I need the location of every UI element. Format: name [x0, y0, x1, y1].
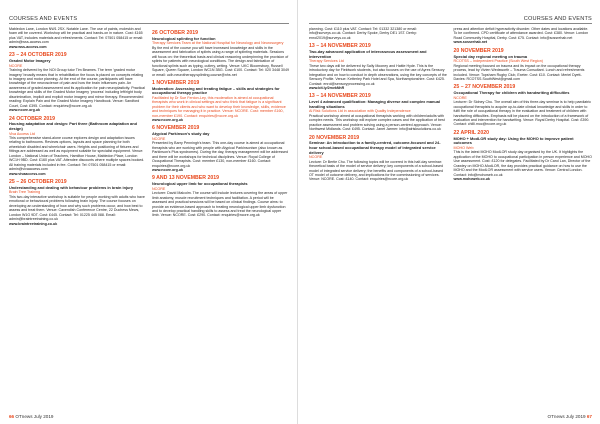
- listing-date: 25 – 26 OCTOBER 2019: [9, 179, 67, 186]
- listing-text: Regional meeting focused on trauma and its impact on the occupational therapy process, lead by Vivien Wedsworth – Trauma Consultant. Lunch and refreshments included. Venue: Topsham Rugby Club, Exeter. Cost: £10. Contact: Meriel Dyett-Davies: RCOTSS.SouthWest@gmail.com: [453, 63, 585, 81]
- listing-link[interactable]: www.vivaaccess.com: [9, 171, 46, 176]
- column: [454, 27, 593, 417]
- listing-link[interactable]: www.bit.ly/2mvkNhR: [309, 86, 345, 91]
- listing-org: NCORE: [453, 95, 467, 100]
- listing-org: Viva Access Ltd: [9, 131, 35, 136]
- listing-text: Lecturer: David Malcolm. The course will include lectures covering the areas of upper limb anatomy, muscle recruitment techniques and facilitation. A period will be assessed and practical sessions will be based on clinical findings. Course aims: to provide an evidence-based approach to treating neurological upper limb dysfunction and to develop practical handling skills to assess and treat the neurological upper limb. Venue: NCORE. Cost: £290. Contact: enquiries@ncore.org.uk: [152, 191, 288, 218]
- listing-org: Al Risk Solutions Ltd in association with Quality Independence: [309, 109, 411, 114]
- listing-link[interactable]: www.wss-access.com: [9, 44, 47, 49]
- listing-date: 25 – 27 NOVEMBER 2019: [453, 84, 516, 91]
- right-page: [302, 0, 600, 424]
- listing-text: Presented by Barry Penningh's team. This one-day course is aimed at occupational therapists who are working with people with Atypical Parkinsonism (also known as Parkinson's Plus syndromes). During the day, therapy management will be addressed and there will be workshops for technical disciplines. Venue: Royal College of Occupational Therapists. Cost: member £130, non-member £160. Contact: enquiries@ncore.org.uk: [152, 141, 289, 168]
- left-page: [0, 0, 298, 424]
- listing-text: This comprehensive stand-alone course explores design and adaptation issues relating to bathrooms. Reviews options, layouts and space planning for both wheelchair disabled and wheelchair users. Heights and positioning of fixtures and fittings are addressed as well as equipment suitable for specialist equipment. Venue: London – National Union of Teachers, Hamilton House, Mabledon Place, London WC1H 9BD. Cost: £160 plus VAT. Attendee discounts where multiple spaces booked. All training materials included in fee. Contact: Tel: 07501 058415 or email: admin@vivaaccess.com: [9, 135, 145, 172]
- column: [9, 27, 146, 417]
- listing-text: Lecturer: Dr Sidney Chu. The overall aim of this three-day seminar is to help paediatric occupational therapists to acquire up-to-date clinical knowledge and skills in order to fulfil the role of occupational therapy in the evaluation and treatment of children with handwriting difficulties. Emphasis will be placed on the introduction of a framework of evaluation and intervention for handwriting. Venue: Royal Derby Hospital. Cost: £390. Contact: chilli.moc@ncore.org.uk: [453, 100, 592, 127]
- listing-text: These two days will be delivered by Sally Mooney and Hattie Hyde. This is the introductory day for Fieldwork students, but also focuses on the use of Ayres Sensory Integration and on how to conduct in depth observations, using the key concepts of the Sensory Profile. Venue: Ketterley Park Hotel and Spa, Northamptonshire. Cost: £425. Contact: enrol@sensoryprocessing.co.uk: [309, 63, 447, 86]
- column: [309, 27, 448, 417]
- listing-title: Seminar: An introduction to a family-centred, outcome-focused and 24-hour school-based occupational therapy model of integrated service delivery: [309, 140, 441, 155]
- listing-text: Lecture: Dr Bertie Chu. The following topics will be covered in this half-day seminar: theoretical basis of the model of service delivery; key components of a school-based model of integrated service delivery; the benefits and components of a school-based OT model of outcome delivery, and implications for the commissioning of services. Venue: NCORE. Cost: £140. Contact: enquiries@ncore.org.uk: [309, 159, 444, 182]
- listing-date: 9 AND 13 NOVEMBER 2019: [152, 175, 219, 182]
- listing-title: Understanding and dealing with behaviour problems in brain injury: [9, 184, 134, 190]
- listing-link[interactable]: www.ncore.org.uk: [9, 108, 41, 113]
- listing-link[interactable]: www.mohoweb.co.uk: [453, 177, 490, 182]
- listing-title: Neurological upper limb for occupational therapists: [152, 181, 248, 187]
- listing-text: planning. Cost: £110 plus VAT. Contact: Tel: 01332 321380 or email: info@surveys.co.uk. Contact: Derby Spoke, Derby DE1 1ST. Derby: enrol2019@surveys.co.uk: [309, 27, 418, 40]
- publication-name: OTnews July 2019: [547, 414, 586, 419]
- listing-org: Facilitated by Dr Sue Fenton-Ley, this moderation is aimed at occupational therapists who work in clinical settings and who think that fatigue is a significant problem for their clients and who want to develop their knowledge, skills, evidence and techniques for managing it in practice. Venue: NCORE. Cost: member £160, non-member £190. Contact: enquiries@ncore.org.uk: [152, 95, 286, 118]
- listing-title: Two-day advanced application of interosseous assessment and intervention: [309, 49, 427, 59]
- listing-date: 23 – 24 OCTOBER 2019: [9, 52, 67, 59]
- listing-title: Occupational Therapy for children with handwriting difficulties: [453, 90, 570, 96]
- column: [152, 27, 289, 417]
- listing-text: Mabledon Lane, London NW1 2SX. Notable Lane. The use of paints, moleskin and foam will be covered. Workshop will be practical and hands-on in nature. Cost: £165 plus VAT, includes materials and refreshments. Contact: Tel: 07501 058415 or email: admin@wss-access.com: [9, 27, 144, 45]
- page-number: 67: [586, 414, 592, 419]
- listing-title: Atypical Parkinson's study day: [152, 131, 210, 137]
- running-head: COURSES AND EVENTS: [9, 16, 289, 24]
- page-footer: [548, 414, 592, 419]
- listing-org: NCORE: [152, 136, 166, 141]
- listing-date: 6 NOVEMBER 2019: [152, 125, 200, 132]
- listing-title: Special day regional meeting on trauma: [453, 53, 528, 59]
- listing-date: 22 APRIL 2020: [453, 129, 489, 136]
- listing-link[interactable]: www.braintreetraining.co.uk: [9, 221, 58, 226]
- listing-date: 26 OCTOBER 2019: [152, 30, 199, 36]
- listing-org: Therapy Services Ltd: [309, 59, 344, 64]
- listing-title: Graded Motor Imagery: [9, 58, 51, 64]
- listing-text: press and attention deficit hyperactivity disorder. Other dates and locations available. To be confirmed. CPD certificate of attendance awarded. Cost: £380. Venue: London Road Community Hospital, Derby. Cost: £75. Contact: info@sossrehab.net: [453, 27, 589, 40]
- listing-date: 1 NOVEMBER 2019: [152, 79, 200, 86]
- listing-title: Moderation: Assessing and treating fatigue – skills and strategies for occupational therapy practice: [152, 85, 280, 96]
- listing-text: By the end of the course you will have increased knowledge and skills in the assessment and fabrication of splints using a range of splinting materials. Sessions will focus on: the theoretical basis and clinical reasoning underpinning the provision of splints for patients with neurological conditions. The design and fabrication of functional splints such as typing, cutlery, writing. Venue: UKC Bloomsbury, Russell Square, Queen Square, London WC1N 3BG. Cost: £100. Contact: Tel: 020 3448 3049 or email: uclh.neurotherapy.splinting.course@nhs.net: [152, 45, 289, 77]
- left-columns: [9, 27, 289, 417]
- listing-org: Brain Tree Training: [9, 190, 41, 195]
- page-number: 66: [9, 414, 15, 419]
- listing-org: NCORE: [152, 186, 166, 191]
- listing-link[interactable]: www.sossrehab.net: [453, 40, 488, 45]
- listing-title: MOHO + ModLOR study day: Using the MOHO to improve patient outcomes: [453, 135, 574, 146]
- listing-org: NCORE: [309, 155, 323, 160]
- running-head: COURSES AND EVENTS: [309, 16, 592, 24]
- listing-date: 13 – 14 NOVEMBER 2019: [309, 43, 371, 50]
- listing-org: MOHO Web: [453, 145, 474, 150]
- listing-title: Housing adaptation and design: Part three (Bathroom adaptation and design): [9, 121, 137, 131]
- page-footer: [9, 414, 53, 419]
- listing-text: Training delivered by the NOI Group tutor Tim Beames. The term 'graded motor imagery' broadly means that in rehabilitation the focus is placed on concepts relating to imagery and motor planning. At the end of the course, participants will have knowledge of the neuroscience of pain and how the brain influences pain. An awareness of graded assessment and its application for pain neuroplasticity. Practical knowledge and skills of the Graded Motor Imagery 'process' including left/right body discrimination, implicit and explicit motor imagery and mirror therapy. Recommended reading: Explain Pain and the Graded Motor Imagery Handbook. Venue: Sandford Court, Cost: £395. Contact: enquiries@ncore.org.uk: [9, 68, 145, 108]
- listing-title: Neurological splinting for function: [152, 35, 216, 41]
- listing-text: This is the latest MOHO ModLOR study day organised by the UK. It highlights the application of the MOHO to occupational participation in person experience and MOHO Use assessment. Cost: £120 for delegates. Facilitated by Dr Carol Lan, Director of the Crawley on MOHO-ModLOR, the day provides practical guidance on how to use the MOHO and the ModLOR assessment with service users. Venue: Central London. Contact: info@mohoweb.co.uk: [453, 150, 592, 177]
- listing-org: RCOTSS – Independent Practice (South West Region): [453, 59, 544, 64]
- listing-org: Therapy Services Team at the National Hospital for Neurology and Neurosurgery: [152, 41, 284, 46]
- listing-title: Level 4 advanced qualification: Managing diverse and complex manual handling situations: [309, 99, 441, 109]
- publication-name: OTnews July 2019: [15, 414, 54, 419]
- listing-link[interactable]: www.ncore.org.uk: [152, 117, 184, 122]
- right-columns: [309, 27, 592, 417]
- listing-date: 20 NOVEMBER 2019: [309, 134, 360, 141]
- listing-text: Practical workshop aimed at occupational therapists working with children/adults with complex needs. This workshop will explore complex cases and the application of best practice assessment and problem solving using a person-centred approach. Venue: Northwest Midlands. Cost: £495. Contact: Janet Jarmer: info@alrisksolutions.co.uk: [309, 113, 445, 132]
- listing-date: 24 OCTOBER 2019: [9, 115, 56, 122]
- listing-text: This two-day interactive workshop is suitable for people working with adults who have emotional or behavioural problems following brain injury. The course focuses on developing an understanding of how and why such problems occur, and how best to assess and treat them. Venue: Cavendish Conference Centre, 22 Duchess Mews, London W1G 9DT. Cost: £445. Contact: Tel: 01225 445 088. Email: admin@braintreetraining.co.uk: [9, 194, 145, 222]
- listing-link[interactable]: www.ncore.org.uk: [152, 167, 184, 172]
- listing-org: NCORE: [9, 63, 23, 68]
- listing-date: 20 NOVEMBER 2019: [453, 47, 504, 54]
- listing-date: 13 – 14 NOVEMBER 2019: [309, 93, 371, 100]
